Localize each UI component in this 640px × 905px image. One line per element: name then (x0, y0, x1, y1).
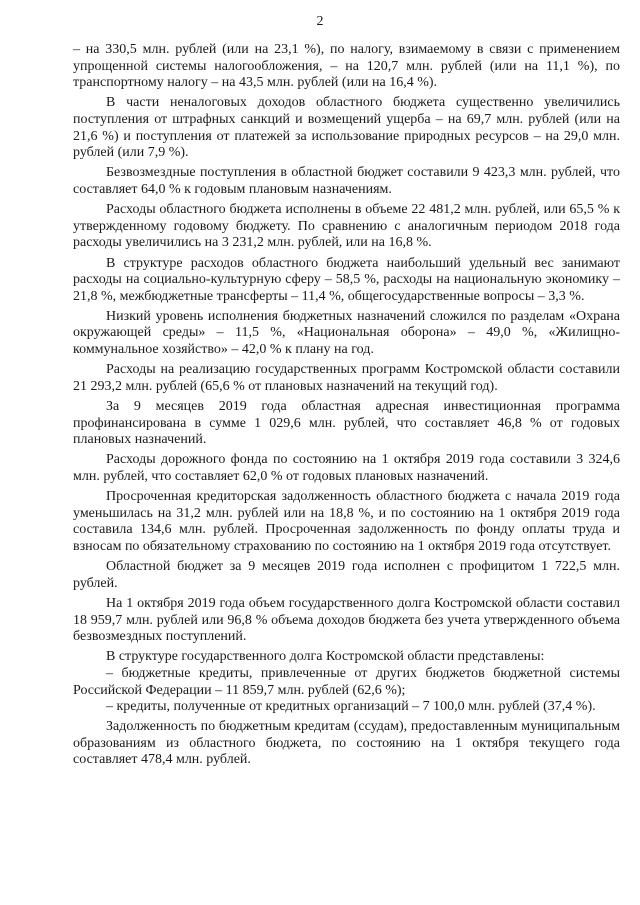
paragraph-municipal-loans: Задолженность по бюджетным кредитам (ссудам), предоставленным муниципальным образованиям из областного бюджета, по состоянию на 1 октября текущего года составляет 478,4 млн. рублей. (73, 719, 620, 768)
paragraph-expenditures: Расходы областного бюджета исполнены в объеме 22 481,2 млн. рублей, или 65,5 % к утвержденному годовому бюджету. По сравнению с аналогичным периодом 2018 года расходы увеличились на 3 231,2 млн. рублей, или на 16,8 %. (73, 202, 620, 251)
paragraph-debt-bank-loans: – кредиты, полученные от кредитных организаций – 7 100,0 млн. рублей (37,4 %). (106, 699, 596, 715)
paragraph-non-tax-revenue: В части неналоговых доходов областного бюджета существенно увеличились поступления от штрафных санкций и возмещений ущерба – на 69,7 млн. рублей (или на 21,6 %) и поступления от платежей за использование природных ресурсов – на 29,0 млн. рублей (или 7,9 %). (73, 95, 620, 161)
paragraph-road-fund: Расходы дорожного фонда по состоянию на 1 октября 2019 года составили 3 324,6 млн. рублей, что составляет 62,0 % от годовых плановых назначений. (73, 452, 620, 484)
page-number: 2 (316, 14, 324, 29)
paragraph-debt-structure-intro: В структуре государственного долга Костромской области представлены: (106, 649, 545, 665)
paragraph-investment-program: За 9 месяцев 2019 года областная адресная инвестиционная программа профинансирована в сумме 1 029,6 млн. рублей, что составляет 46,8 % от годовых плановых назначений. (73, 399, 620, 448)
paragraph-state-programs: Расходы на реализацию государственных программ Костромской области составили 21 293,2 млн. рублей (65,6 % от плановых назначений на текущий год). (73, 362, 620, 394)
paragraph-gratuitous-receipts: Безвозмездные поступления в областной бюджет составили 9 423,3 млн. рублей, что составляет 64,0 % к годовым плановым назначениям. (73, 165, 620, 197)
paragraph-low-execution: Низкий уровень исполнения бюджетных назначений сложился по разделам «Охрана окружающей среды» – 11,5 %, «Национальная оборона» – 49,0 %, «Жилищно-коммунальное хозяйство» – 42,0 % к плану на год. (73, 308, 620, 358)
paragraph-debt-budget-loans: – бюджетные кредиты, привлеченные от других бюджетов бюджетной системы Российской Федерации – 11 859,7 млн. рублей (62,6 %); (73, 665, 620, 698)
document-body (73, 42, 620, 769)
paragraph-overdue-payables: Просроченная кредиторская задолженность областного бюджета с начала 2019 года уменьшилась на 31,2 млн. рублей или на 18,8 %, и по состоянию на 1 октября 2019 года составила 134,6 млн. рублей. Просроченная задолженность по фонду оплаты труда и взносам по обязательному страхованию по состоянию на 1 октября 2019 года отсутствует. (73, 489, 620, 554)
paragraph-budget-surplus: Областной бюджет за 9 месяцев 2019 года исполнен с профицитом 1 722,5 млн. рублей. (73, 559, 620, 591)
paragraph-expenditure-structure: В структуре расходов областного бюджета наибольший удельный вес занимают расходы на социально-культурную сферу – 58,5 %, расходы на национальную экономику – 21,8 %, межбюджетные трансферты – 11,4 %, общегосударственные вопросы – 3,3 %. (73, 255, 620, 304)
paragraph-tax-revenue-continuation: – на 330,5 млн. рублей (или на 23,1 %), по налогу, взимаемому в связи с применением упрощенной системы налогообложения, – на 120,7 млн. рублей (или на 11,1 %), по транспортному налогу – на 43,5 млн. рублей (или на 16,4 %). (73, 42, 620, 91)
paragraph-state-debt: На 1 октября 2019 года объем государственного долга Костромской области составил 18 959,7 млн. рублей или 96,8 % объема доходов бюджета без учета утвержденного объема безвозмездных поступлений. (73, 595, 620, 645)
